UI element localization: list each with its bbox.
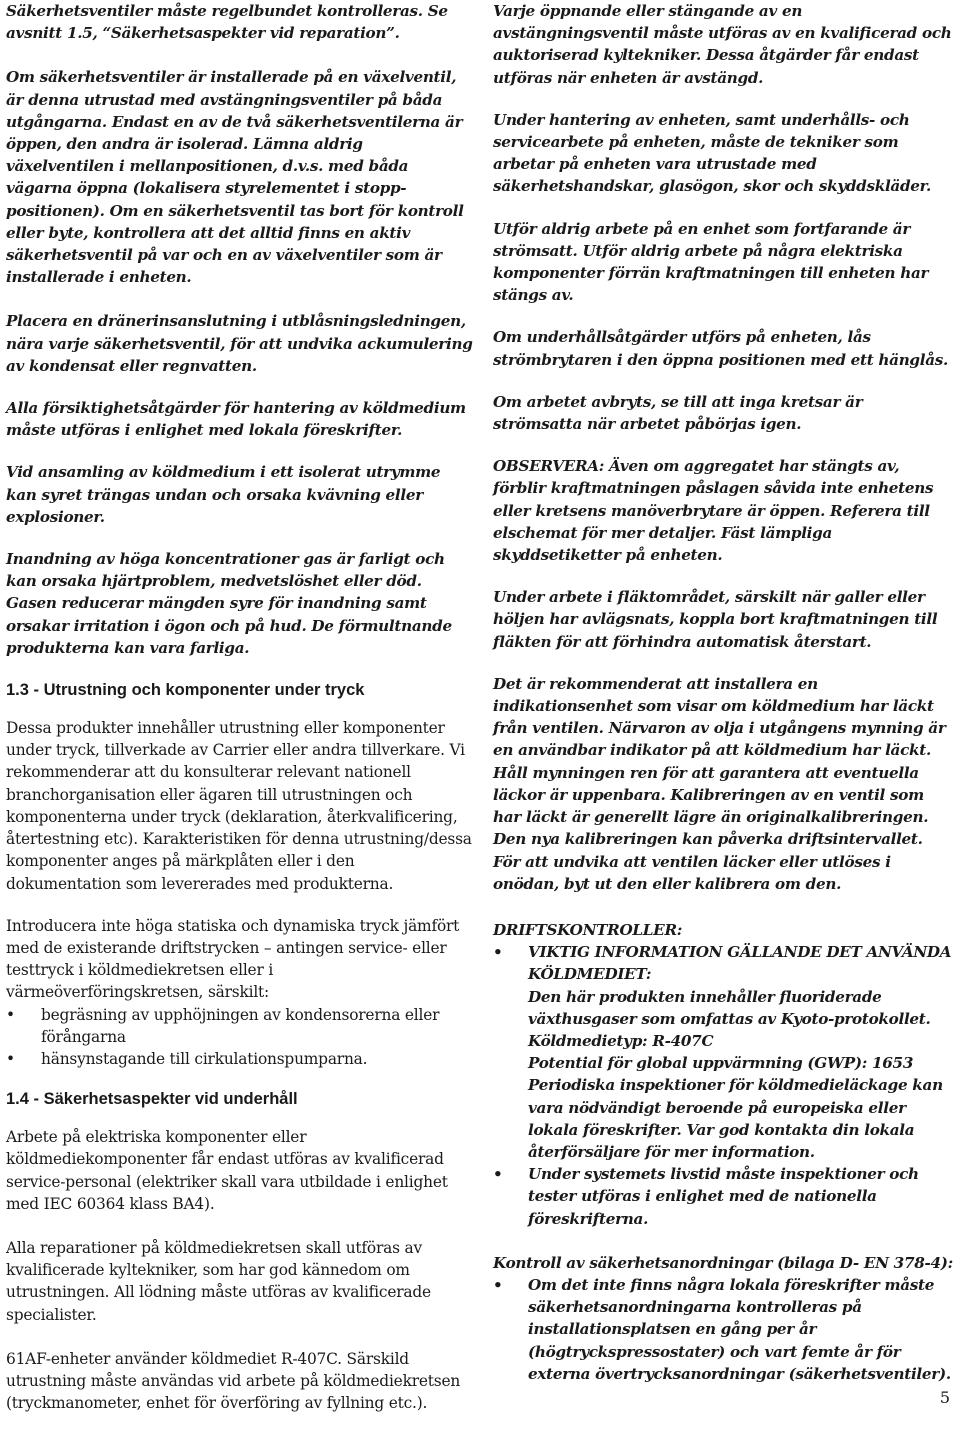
kontroll-heading: Kontroll av säkerhetsanordningar (bilaga D- EN 378-4): bbox=[493, 1253, 953, 1272]
list-item bbox=[493, 1274, 953, 1385]
list-item-text: Den här produkten innehåller fluoriderade växthusgaser som omfattas av Kyoto-protokollet. bbox=[528, 987, 931, 1028]
bullet-icon: • bbox=[493, 1275, 503, 1294]
list-item bbox=[493, 941, 953, 1163]
bullet-icon: • bbox=[6, 1005, 15, 1024]
paragraph: Om säkerhetsventiler är installerade på en växelventil, är denna utrustad med avstängningsventiler på båda utgångarna. Endast en av de två säkerhetsventilerna är öppen, den andra är isolerad. Lämna aldrig växelventilen i mellanpositionen, d.v.s. med båda vägarna öppna (lokalisera styrelementet i stopp-positionen). Om en säkerhetsventil tas bort för kontroll eller byte, kontrollera att det alltid finns en aktiv säkerhetsventil på var och en av växelventiler som är installerade i enheten. bbox=[6, 68, 464, 287]
paragraph: Det är rekommenderat att installera en indikationsenhet som visar om köldmedium har läckt från ventilen. Närvaron av olja i utgångens mynning är en användbar indikator på att köldmedium har läckt. Håll mynningen ren för att garantera att eventuella läckor är uppenbara. Kalibreringen av en ventil som har läckt är generellt lägre än originalkalibreringen. Den nya kalibreringen kan påverka driftsintervallet. För att undvika att ventilen läcker eller utlöses i onödan, byt ut den eller kalibrera om den. bbox=[493, 674, 946, 893]
list-item-text: hänsynstagande till cirkulationspumparna. bbox=[41, 1049, 368, 1068]
paragraph: 61AF-enheter använder köldmediet R-407C. Särskild utrustning måste användas vid arbete på köldmediekretsen (tryckmanometer, enhet för överföring av fyllning etc.). bbox=[6, 1349, 461, 1413]
paragraph: Varje öppnande eller stängande av en avstängningsventil måste utföras av en kvalificerad och auktoriserad kyltekniker. Dessa åtgärder får endast utföras när enheten är avstängd. bbox=[493, 2, 952, 87]
paragraph: Under arbete i fläktområdet, särskilt när galler eller höljen har avlägsnats, koppla bort kraftmatningen till fläkten för att förhindra automatisk återstart. bbox=[493, 588, 938, 651]
paragraph: Säkerhetsventiler måste regelbundet kontrolleras. Se avsnitt 1.5, “Säkerhetsaspekter vid reparation”. bbox=[6, 2, 448, 43]
left-column bbox=[6, 0, 474, 1414]
page-number: 5 bbox=[939, 1388, 950, 1407]
paragraph: Under hantering av enheten, samt underhålls- och servicearbete på enheten, måste de tekniker som arbetar på enheten vara utrustade med säkerhetshandskar, glasögon, skor och skyddskläder. bbox=[493, 110, 931, 196]
bullet-icon: • bbox=[493, 943, 503, 962]
paragraph: Utför aldrig arbete på en enhet som fortfarande är strömsatt. Utför aldrig arbete på några elektriska komponenter förrän kraftmatningen till enheten har stängs av. bbox=[493, 219, 929, 305]
list-item bbox=[493, 1163, 953, 1230]
paragraph: Om underhållsåtgärder utförs på enheten, lås strömbrytaren i den öppna positionen med ett hänglås. bbox=[493, 328, 949, 369]
paragraph: OBSERVERA: Även om aggregatet har stängts av, förblir kraftmatningen påslagen såvida inte enhetens eller kretsens manöverbrytare är öppen. Referera till elschemat för mer detaljer. Fäst lämpliga skyddsetiketter på enheten. bbox=[493, 457, 934, 565]
drifts-heading: DRIFTSKONTROLLER: bbox=[493, 920, 683, 939]
list-item bbox=[6, 1004, 474, 1048]
drifts-list bbox=[493, 941, 953, 1230]
bullet-list bbox=[6, 1004, 474, 1071]
list-item-text: Periodiska inspektioner för köldmedieläckage kan vara nödvändigt beroende på europeiska eller lokala föreskrifter. Var god kontakta din lokala återförsäljare för mer information. bbox=[528, 1076, 943, 1161]
paragraph: Vid ansamling av köldmedium i ett isolerat utrymme kan syret trängas undan och orsaka kvävning eller explosioner. bbox=[6, 463, 441, 526]
paragraph: Alla försiktighetsåtgärder för hantering av köldmedium måste utföras i enlighet med lokala föreskrifter. bbox=[6, 399, 466, 440]
list-item-text: Under systemets livstid måste inspektioner och tester utföras i enlighet med de nationella föreskrifterna. bbox=[528, 1165, 919, 1228]
list-item-title: VIKTIG INFORMATION GÄLLANDE DET ANVÄNDA KÖLDMEDIET: bbox=[528, 943, 952, 984]
list-item bbox=[6, 1048, 474, 1070]
paragraph: Arbete på elektriska komponenter eller köldmediekomponenter får endast utföras av kvalificerad service-personal (elektriker skall vara utbildade i enlighet med IEC 60364 klass BA4). bbox=[6, 1128, 448, 1213]
section-heading: 1.3 - Utrustning och komponenter under tryck bbox=[6, 681, 365, 700]
paragraph: Dessa produkter innehåller utrustning eller komponenter under tryck, tillverkade av Carrier eller andra tillverkare. Vi rekommenderar att du konsulterar relevant nationell branchorganisation eller ägaren till utrustningen och komponenterna under tryck (deklaration, återkvalificering, återtestning etc). Karakteristiken för denna utrustning/dessa komponenter anges på märkplåten eller i den dokumentation som levererades med produkterna. bbox=[6, 719, 472, 893]
right-column bbox=[493, 0, 953, 1385]
paragraph: Placera en dränerinsanslutning i utblåsningsledningen, nära varje säkerhetsventil, för att undvika ackumulering av kondensat eller regnvatten. bbox=[6, 312, 473, 375]
bullet-icon: • bbox=[6, 1049, 15, 1068]
paragraph: Alla reparationer på köldmediekretsen skall utföras av kvalificerade kyltekniker, som har god kännedom om utrustningen. All lödning måste utföras av kvalificerade specialister. bbox=[6, 1238, 431, 1324]
list-item-text: Potential för global uppvärmning (GWP): 1653 bbox=[528, 1054, 914, 1073]
paragraph: Introducera inte höga statiska och dynamiska tryck jämfört med de existerande driftstrycken – antingen service- eller testtryck i köldmediekretsen eller i värmeöverföringskretsen, särskilt: bbox=[6, 916, 460, 1002]
list-item-text: Köldmedietyp: R-407C bbox=[528, 1031, 714, 1050]
bullet-icon: • bbox=[493, 1165, 503, 1184]
paragraph: Om arbetet avbryts, se till att inga kretsar är strömsatta när arbetet påbörjas igen. bbox=[493, 392, 863, 434]
paragraph: Inandning av höga koncentrationer gas är farligt och kan orsaka hjärtproblem, medvetslöshet eller död. Gasen reducerar mängden syre för inandning samt orsakar irritation i ögon och på hud. De förmultnande produkterna kan vara farliga. bbox=[6, 550, 452, 657]
list-item-text: Om det inte finns några lokala föreskrifter måste säkerhetsanordningarna kontrolleras på installationsplatsen en gång per år (högtryckspressostater) och vart femte år för externa övertrycksanordningar (säkerhetsventiler). bbox=[528, 1275, 951, 1383]
kontroll-list bbox=[493, 1274, 953, 1385]
section-heading: 1.4 - Säkerhetsaspekter vid underhåll bbox=[6, 1090, 298, 1109]
list-item-text: begräsning av upphöjningen av kondensorerna eller förångarna bbox=[41, 1005, 440, 1046]
